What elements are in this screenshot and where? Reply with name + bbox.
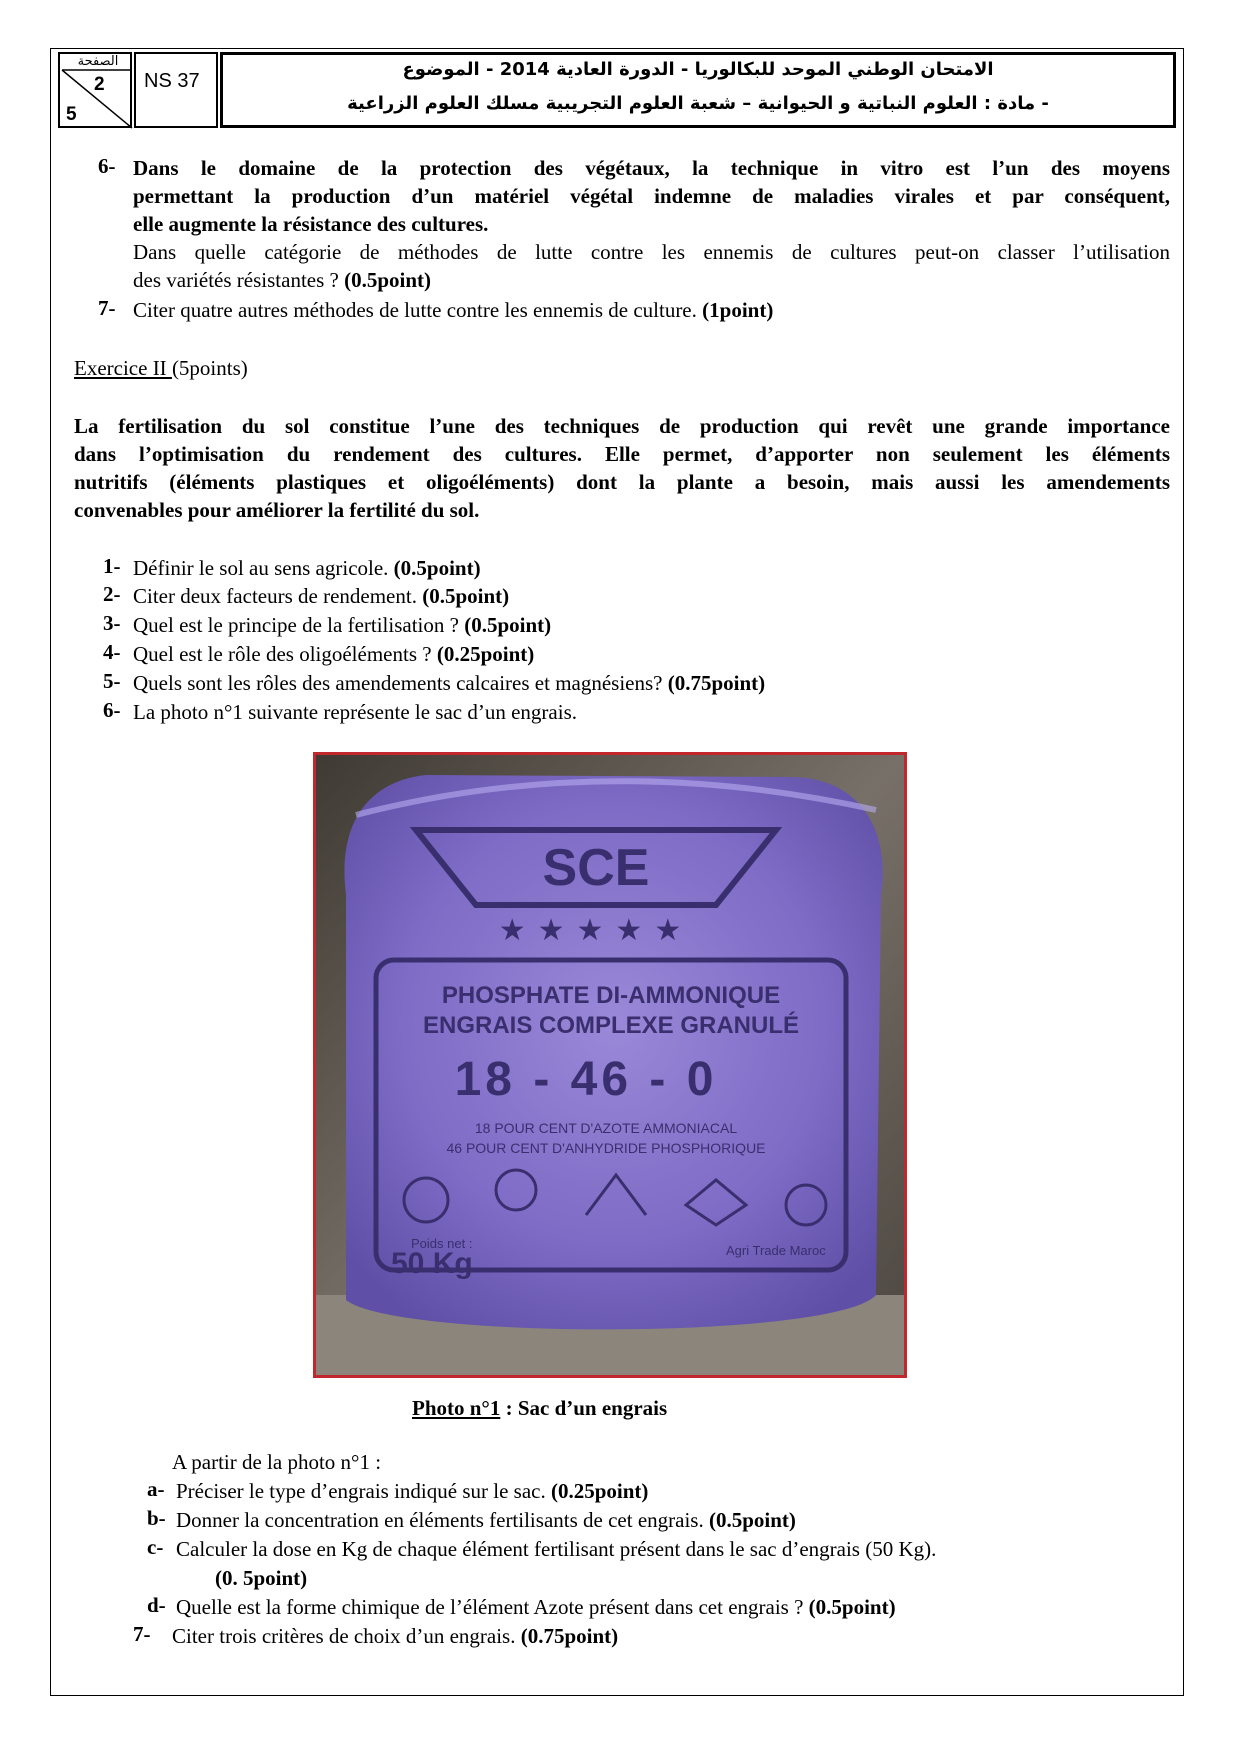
question-line — [133, 582, 509, 610]
photo-caption-label: Photo n°1 — [412, 1396, 501, 1420]
question-points: (0.5point) — [422, 584, 510, 608]
exam-header — [58, 52, 1176, 128]
question-number: 3- — [103, 611, 121, 635]
exam-code-box — [134, 52, 218, 128]
question-text: Dans le domaine de la protection des végétaux, la technique in vitro est l’un des moyens — [133, 156, 1170, 180]
question-text: Dans quelle catégorie de méthodes de lutte contre les ennemis de cultures peut-on classer l’utilisation — [133, 240, 1170, 264]
page-number: 2 — [94, 74, 105, 95]
question-text: permettant la production d’un matériel végétal indemne de maladies virales et par conséquent, — [133, 184, 1170, 208]
bag-weight-label: Poids net : — [411, 1236, 473, 1251]
question-number: 6- — [103, 698, 121, 722]
question-line — [133, 266, 431, 294]
question-number: 7- — [98, 296, 116, 320]
page-total: 5 — [66, 104, 77, 125]
photo-caption — [412, 1394, 667, 1422]
sub-question-points: (0.25point) — [550, 1479, 649, 1503]
photo-caption-text: : Sac d’un engrais — [500, 1396, 668, 1420]
question-line — [133, 640, 534, 668]
bag-weight: 50 Kg — [391, 1247, 473, 1280]
bag-formula: 18 - 46 - 0 — [454, 1053, 718, 1106]
exam-title-line2: - مادة : العلوم النباتية و الحيوانية – شعبة العلوم التجريبية مسلك العلوم الزراعية — [347, 93, 1049, 114]
question-points: (0.5point) — [344, 268, 432, 292]
exercise-intro: La fertilisation du sol constitue l’une des techniques de production qui revêt une grande importance — [74, 414, 1170, 438]
page-label: الصفحة — [77, 54, 119, 69]
question-text: Citer quatre autres méthodes de lutte contre les ennemis de culture. — [133, 298, 703, 322]
exam-title-box — [220, 52, 1176, 128]
question-number: 1- — [103, 554, 121, 578]
question-text: Quel est le principe de la fertilisation ? — [133, 613, 465, 637]
fertilizer-bag-photo — [313, 752, 907, 1378]
sub-intro: A partir de la photo n°1 : — [172, 1450, 382, 1474]
sub-question-text: Calculer la dose en Kg de chaque élément fertilisant présent dans le sac d’engrais (50 Kg). — [176, 1537, 937, 1561]
question-points: (1point) — [702, 298, 774, 322]
bag-detail-line1: 18 POUR CENT D'AZOTE AMMONIACAL — [474, 1120, 738, 1136]
question-line — [133, 554, 481, 582]
question-points: (0.75point) — [667, 671, 766, 695]
question-number: 5- — [103, 669, 121, 693]
exercise-intro: dans l’optimisation du rendement des cultures. Elle permet, d’apporter non seulement les éléments — [74, 442, 1170, 466]
question-text: Quels sont les rôles des amendements calcaires et magnésiens? — [133, 671, 668, 695]
question-line — [133, 296, 773, 324]
bag-detail-line2: 46 POUR CENT D'ANHYDRIDE PHOSPHORIQUE — [446, 1140, 766, 1156]
sub-question-text: Quelle est la forme chimique de l’élément Azote présent dans cet engrais ? — [176, 1595, 809, 1619]
question-number: 6- — [98, 154, 116, 178]
question-text: La photo n°1 suivante représente le sac d’un engrais. — [133, 700, 577, 724]
exercise-intro: nutritifs (éléments plastiques et oligoéléments) dont la plante a besoin, mais aussi les amendements — [74, 470, 1170, 494]
fertilizer-bag-illustration — [316, 755, 904, 1375]
question-points: (0.25point) — [436, 642, 535, 666]
exam-title-line1: الامتحان الوطني الموحد للبكالوريا - الدورة العادية 2014 - الموضوع — [402, 59, 994, 80]
question-number: 4- — [103, 640, 121, 664]
question-text: Quel est le rôle des oligoéléments ? — [133, 642, 437, 666]
question-text: Citer deux facteurs de rendement. — [133, 584, 423, 608]
sub-question-text: Donner la concentration en éléments fertilisants de cet engrais. — [176, 1508, 709, 1532]
sub-question-line — [176, 1506, 796, 1534]
exercise-heading — [74, 354, 248, 382]
question-line — [133, 669, 765, 697]
exam-code: NS 37 — [144, 70, 200, 92]
question-number: 2- — [103, 582, 121, 606]
question-text: Citer trois critères de choix d’un engrais. — [172, 1624, 521, 1648]
sub-question-letter: d- — [147, 1593, 166, 1617]
bag-company: Agri Trade Maroc — [726, 1243, 826, 1258]
page-number-box — [58, 52, 132, 128]
bag-stars: ★★★★★ — [498, 913, 694, 948]
sub-question-line — [176, 1477, 648, 1505]
question-line — [172, 1622, 618, 1650]
question-number: 7- — [133, 1622, 151, 1646]
question-points: (0.75point) — [520, 1624, 619, 1648]
sub-question-points: (0.5point) — [708, 1508, 796, 1532]
sub-question-letter: b- — [147, 1506, 166, 1530]
question-points: (0.5point) — [393, 556, 481, 580]
exercise-points: (5points) — [171, 356, 248, 380]
bag-brand: SCE — [542, 839, 650, 897]
question-text: des variétés résistantes ? — [133, 268, 345, 292]
bag-product-line2: ENGRAIS COMPLEXE GRANULÉ — [422, 1012, 800, 1039]
sub-question-letter: a- — [147, 1477, 165, 1501]
exercise-title: Exercice II — [74, 356, 172, 380]
question-line — [133, 611, 551, 639]
question-text: Définir le sol au sens agricole. — [133, 556, 394, 580]
bag-product-line1: PHOSPHATE DI-AMMONIQUE — [441, 982, 781, 1009]
sub-question-line — [176, 1593, 896, 1621]
question-points: (0.5point) — [464, 613, 552, 637]
sub-question-points: (0.5point) — [808, 1595, 896, 1619]
sub-question-letter: c- — [147, 1535, 164, 1559]
sub-question-points: (0. 5point) — [215, 1566, 308, 1590]
exercise-intro: convenables pour améliorer la fertilité du sol. — [74, 498, 480, 522]
sub-question-text: Préciser le type d’engrais indiqué sur le sac. — [176, 1479, 551, 1503]
question-text: elle augmente la résistance des cultures. — [133, 212, 489, 236]
